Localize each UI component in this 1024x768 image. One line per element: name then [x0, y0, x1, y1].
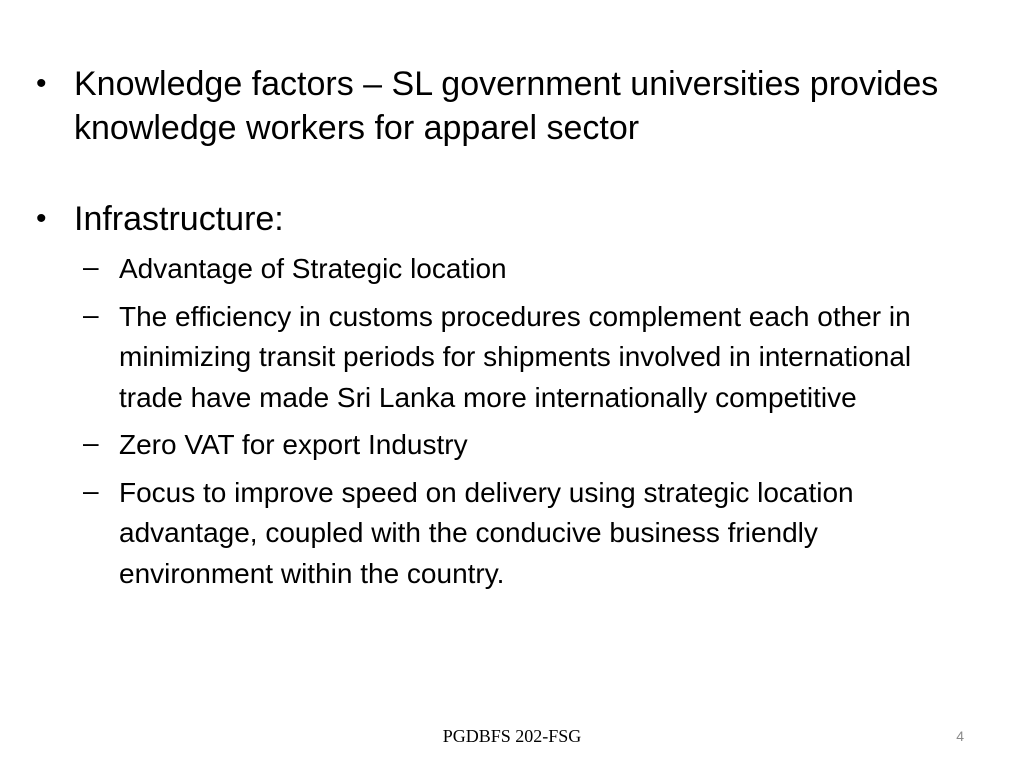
bullet-marker: • [36, 67, 47, 100]
dash-marker: – [83, 251, 99, 282]
sub-bullet-delivery-speed [83, 473, 976, 595]
sub-bullet-zero-vat [83, 425, 976, 466]
bullet-knowledge-factors [36, 62, 976, 150]
sub-bullet-text: Advantage of Strategic location [119, 253, 507, 284]
sub-bullet-text: Focus to improve speed on delivery using strategic location advantage, coupled with the conducive business friendly environment within the country. [119, 476, 854, 589]
sub-bullet-customs-efficiency [83, 297, 976, 419]
slide-page-number: 4 [956, 728, 964, 744]
dash-marker: – [83, 427, 99, 458]
footer-course-code: PGDBFS 202-FSG [442, 726, 582, 746]
slide-body [36, 62, 976, 601]
bullet-infrastructure [36, 197, 976, 241]
bullet-text: Knowledge factors – SL government universities provides knowledge workers for apparel sector [74, 65, 939, 147]
bullet-spacer [36, 150, 976, 197]
sub-bullet-strategic-location [83, 249, 976, 290]
infrastructure-sub-list [36, 249, 976, 594]
bullet-text: Infrastructure: [74, 200, 284, 238]
dash-marker: – [83, 298, 99, 330]
dash-marker: – [83, 474, 99, 506]
sub-bullet-text: The efficiency in customs procedures complement each other in minimizing transit periods for shipments involved in international trade have made Sri Lanka more internationally competitive [119, 300, 912, 413]
bullet-marker: • [36, 202, 47, 235]
sub-bullet-text: Zero VAT for export Industry [119, 429, 468, 460]
